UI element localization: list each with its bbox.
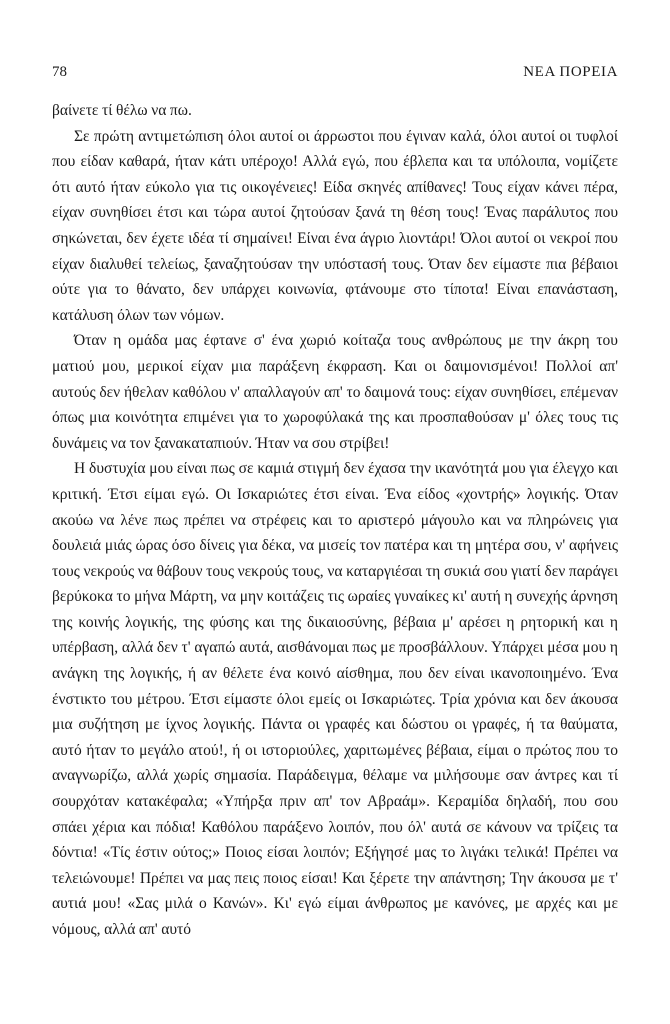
running-header	[52, 62, 618, 82]
paragraph: Η δυστυχία μου είναι πως σε καμιά στιγμή δεν έχασα την ικανότητά μου για έλεγχο και κριτική. Έτσι είμαι εγώ. Οι Ισκαριώτες έτσι είναι. Ένα είδος «χοντρής» λογικής. Όταν ακούω να λένε πως πρέπει να στρέφεις και το αριστερό μάγουλο και να πληρώνεις για δουλειά μιάς ώρας όσο δίνεις για δέκα, να μισείς τον πατέρα και τη μητέρα σου, ν' αφήνεις τους νεκρούς να θάβουν τους νεκρούς τους, να καταργιέσαι τη συκιά σου γιατί δεν παράγει βερύκοκα το μήνα Μάρτη, να μην κοιτάζεις τις ωραίες γυναίκες κι' αυτή η συνεχής άρνηση της κοινής λογικής, της φύσης και της δικαιοσύνης, βέβαια μ' αρέσει η ρητορική και η υπέρβαση, αλλά δεν τ' αγαπώ αυτά, αισθάνομαι πως με προσβάλλουν. Υπάρχει μέσα μου η ανάγκη της λογικής, ή αν θέλετε ένα κοινό αίσθημα, που δεν είναι ικανοποιημένο. Ένα ένστικτο του μέτρου. Έτσι είμαστε όλοι εμείς οι Ισκαριώτες. Τρία χρόνια και δεν άκουσα μια συζήτηση με ίχνος λογικής. Πάντα οι γραφές και δώστου οι γραφές, ή τα θαύματα, αυτό ήταν το μεγάλο ατού!, ή οι ιστοριούλες, χαριτωμένες βέβαια, είμαι ο πρώτος που το αναγνωρίζω, αλλά χωρίς σημασία. Παράδειγμα, θέλαμε να μιλήσουμε σαν άντρες και τί σουρχόταν κατακέφαλα; «Υπήρξα πριν απ' τον Αβραάμ». Κεραμίδα δηλαδή, που σου σπάει χέρια και πόδια! Καθόλου παράξενο λοιπόν, που όλ' αυτά σε κάνουν να τρίζεις τα δόντια! «Τίς έστιν ούτος;» Ποιος είσαι λοιπόν; Εξήγησέ μας το λιγάκι τελικά! Πρέπει να τελειώνουμε! Πρέπει να μας πεις ποιος είσαι! Και ξέρετε την απάντηση; Την άκουσα με τ' αυτιά μου! «Σας μιλά ο Κανών». Κι' εγώ είμαι άνθρωπος με κανόνες, με αρχές και με νόμους, αλλά απ' αυτό	[52, 460, 618, 938]
body-text	[52, 98, 618, 943]
page-number: 78	[52, 64, 67, 80]
paragraph: Σε πρώτη αντιμετώπιση όλοι αυτοί οι άρρωστοι που έγιναν καλά, όλοι αυτοί οι τυφλοί που είδαν καθαρά, ήταν κάτι υπέροχο! Αλλά εγώ, που έβλεπα και τα υπόλοιπα, νομίζετε ότι αυτό ήταν εύκολο για τις οικογένειες! Είδα σκηνές απίθανες! Τους είχαν κάνει πέρα, είχαν συνηθίσει έτσι και τώρα αυτοί ζητούσαν ξανά τη θέση τους! Ένας παράλυτος που σηκώνεται, δεν έχετε ιδέα τί σημαίνει! Είναι ένα άγριο λιοντάρι! Όλοι αυτοί οι νεκροί που είχαν διαλυθεί τελείως, ξαναζητούσαν την υπόστασή τους. Όταν δεν είμαστε πια βέβαιοι ούτε για το θάνατο, δεν υπάρχει κοινωνία, φτάνουμε στο τίποτα! Είναι επανάσταση, κατάλυση όλων των νόμων.	[52, 127, 618, 324]
running-title: ΝΕΑ ΠΟΡΕΙΑ	[523, 64, 618, 80]
paragraph: Όταν η ομάδα μας έφτανε σ' ένα χωριό κοίταζα τους ανθρώπους με την άκρη του ματιού μου, μερικοί είχαν μια παράξενη έκφραση. Και οι δαιμονισμένοι! Πολλοί απ' αυτούς δεν ήθελαν καθόλου ν' απαλλαγούν απ' το δαιμονά τους: είχαν συνηθίσει, επέμεναν όπως μια κοινότητα επιμένει για το χωροφύλακά της και προσπαθούσαν μ' όλες τους τις δυνάμεις να τον ξανακαταπιούν. Ήταν να σου στρίβει!	[52, 332, 618, 452]
paragraph-continued: βαίνετε τί θέλω να πω.	[52, 102, 192, 119]
